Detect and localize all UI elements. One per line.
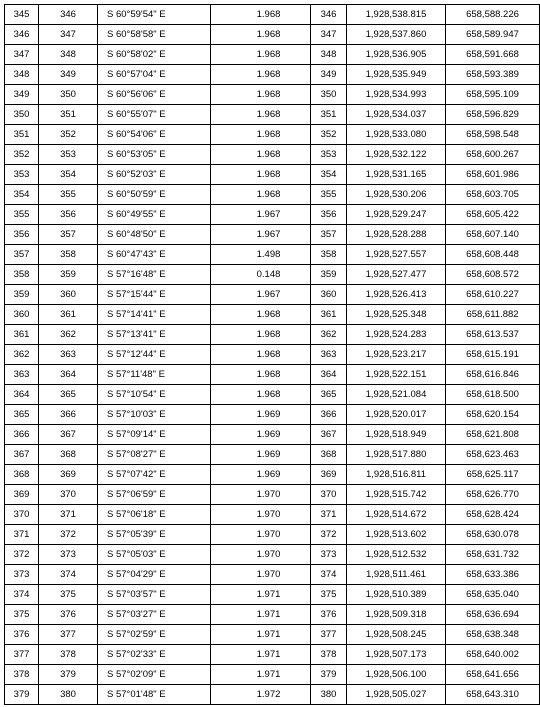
to-station-cell: 361: [39, 305, 98, 325]
bearing-cell: S 57°02'59" E: [98, 625, 211, 645]
easting-cell: 658,610.227: [446, 285, 540, 305]
table-row: [5, 505, 540, 525]
bearing-cell: S 57°08'27" E: [98, 445, 211, 465]
station-cell: 366: [311, 405, 347, 425]
from-station-cell: 346: [5, 25, 39, 45]
northing-cell: 1,928,532.122: [347, 145, 446, 165]
bearing-cell: S 57°10'54" E: [98, 385, 211, 405]
northing-cell: 1,928,511.461: [347, 565, 446, 585]
distance-cell: 1.968: [211, 65, 311, 85]
table-row: [5, 85, 540, 105]
table-row: [5, 245, 540, 265]
table-row: [5, 605, 540, 625]
to-station-cell: 367: [39, 425, 98, 445]
bearing-cell: S 60°48'50" E: [98, 225, 211, 245]
to-station-cell: 380: [39, 685, 98, 705]
distance-cell: 1.970: [211, 525, 311, 545]
distance-cell: 1.968: [211, 185, 311, 205]
station-cell: 347: [311, 25, 347, 45]
distance-cell: 1.968: [211, 25, 311, 45]
northing-cell: 1,928,526.413: [347, 285, 446, 305]
bearing-cell: S 57°14'41" E: [98, 305, 211, 325]
northing-cell: 1,928,518.949: [347, 425, 446, 445]
distance-cell: 1.969: [211, 465, 311, 485]
bearing-cell: S 57°06'18" E: [98, 505, 211, 525]
table-row: [5, 425, 540, 445]
northing-cell: 1,928,508.245: [347, 625, 446, 645]
northing-cell: 1,928,531.165: [347, 165, 446, 185]
survey-coordinates-table: [4, 4, 540, 705]
northing-cell: 1,928,533.080: [347, 125, 446, 145]
station-cell: 373: [311, 545, 347, 565]
easting-cell: 658,631.732: [446, 545, 540, 565]
easting-cell: 658,608.572: [446, 265, 540, 285]
table-row: [5, 205, 540, 225]
northing-cell: 1,928,538.815: [347, 5, 446, 25]
table-row: [5, 365, 540, 385]
station-cell: 365: [311, 385, 347, 405]
distance-cell: 1.968: [211, 165, 311, 185]
northing-cell: 1,928,507.173: [347, 645, 446, 665]
station-cell: 378: [311, 645, 347, 665]
distance-cell: 1.971: [211, 605, 311, 625]
from-station-cell: 348: [5, 65, 39, 85]
from-station-cell: 351: [5, 125, 39, 145]
easting-cell: 658,591.668: [446, 45, 540, 65]
easting-cell: 658,611.882: [446, 305, 540, 325]
from-station-cell: 362: [5, 345, 39, 365]
station-cell: 361: [311, 305, 347, 325]
bearing-cell: S 57°03'27" E: [98, 605, 211, 625]
to-station-cell: 365: [39, 385, 98, 405]
bearing-cell: S 60°56'06" E: [98, 85, 211, 105]
from-station-cell: 366: [5, 425, 39, 445]
to-station-cell: 366: [39, 405, 98, 425]
distance-cell: 0.148: [211, 265, 311, 285]
station-cell: 359: [311, 265, 347, 285]
station-cell: 358: [311, 245, 347, 265]
distance-cell: 1.969: [211, 405, 311, 425]
to-station-cell: 354: [39, 165, 98, 185]
northing-cell: 1,928,536.905: [347, 45, 446, 65]
bearing-cell: S 57°04'29" E: [98, 565, 211, 585]
from-station-cell: 367: [5, 445, 39, 465]
northing-cell: 1,928,527.557: [347, 245, 446, 265]
northing-cell: 1,928,513.602: [347, 525, 446, 545]
easting-cell: 658,600.267: [446, 145, 540, 165]
easting-cell: 658,589.947: [446, 25, 540, 45]
northing-cell: 1,928,523.217: [347, 345, 446, 365]
table-row: [5, 685, 540, 705]
to-station-cell: 356: [39, 205, 98, 225]
distance-cell: 1.968: [211, 345, 311, 365]
bearing-cell: S 57°05'39" E: [98, 525, 211, 545]
table-row: [5, 385, 540, 405]
easting-cell: 658,625.117: [446, 465, 540, 485]
table-row: [5, 125, 540, 145]
bearing-cell: S 60°58'02" E: [98, 45, 211, 65]
from-station-cell: 369: [5, 485, 39, 505]
station-cell: 377: [311, 625, 347, 645]
table-row: [5, 25, 540, 45]
to-station-cell: 353: [39, 145, 98, 165]
bearing-cell: S 57°11'48" E: [98, 365, 211, 385]
easting-cell: 658,635.040: [446, 585, 540, 605]
from-station-cell: 371: [5, 525, 39, 545]
easting-cell: 658,641.656: [446, 665, 540, 685]
to-station-cell: 373: [39, 545, 98, 565]
to-station-cell: 360: [39, 285, 98, 305]
from-station-cell: 379: [5, 685, 39, 705]
northing-cell: 1,928,517.880: [347, 445, 446, 465]
bearing-cell: S 57°05'03" E: [98, 545, 211, 565]
table-row: [5, 145, 540, 165]
easting-cell: 658,598.548: [446, 125, 540, 145]
station-cell: 362: [311, 325, 347, 345]
station-cell: 368: [311, 445, 347, 465]
station-cell: 356: [311, 205, 347, 225]
to-station-cell: 377: [39, 625, 98, 645]
easting-cell: 658,596.829: [446, 105, 540, 125]
from-station-cell: 350: [5, 105, 39, 125]
easting-cell: 658,588.226: [446, 5, 540, 25]
table-row: [5, 285, 540, 305]
to-station-cell: 375: [39, 585, 98, 605]
table-row: [5, 485, 540, 505]
from-station-cell: 345: [5, 5, 39, 25]
station-cell: 380: [311, 685, 347, 705]
distance-cell: 1.970: [211, 565, 311, 585]
bearing-cell: S 57°02'09" E: [98, 665, 211, 685]
distance-cell: 1.969: [211, 445, 311, 465]
from-station-cell: 356: [5, 225, 39, 245]
easting-cell: 658,628.424: [446, 505, 540, 525]
station-cell: 352: [311, 125, 347, 145]
distance-cell: 1.967: [211, 225, 311, 245]
to-station-cell: 349: [39, 65, 98, 85]
table-row: [5, 665, 540, 685]
easting-cell: 658,626.770: [446, 485, 540, 505]
easting-cell: 658,601.986: [446, 165, 540, 185]
bearing-cell: S 57°07'42" E: [98, 465, 211, 485]
bearing-cell: S 57°10'03" E: [98, 405, 211, 425]
easting-cell: 658,621.808: [446, 425, 540, 445]
easting-cell: 658,593.389: [446, 65, 540, 85]
easting-cell: 658,616.846: [446, 365, 540, 385]
northing-cell: 1,928,522.151: [347, 365, 446, 385]
to-station-cell: 368: [39, 445, 98, 465]
to-station-cell: 359: [39, 265, 98, 285]
bearing-cell: S 60°54'06" E: [98, 125, 211, 145]
to-station-cell: 376: [39, 605, 98, 625]
bearing-cell: S 57°02'33" E: [98, 645, 211, 665]
table-row: [5, 305, 540, 325]
table-row: [5, 585, 540, 605]
from-station-cell: 355: [5, 205, 39, 225]
northing-cell: 1,928,515.742: [347, 485, 446, 505]
easting-cell: 658,613.537: [446, 325, 540, 345]
northing-cell: 1,928,514.672: [347, 505, 446, 525]
to-station-cell: 358: [39, 245, 98, 265]
bearing-cell: S 57°03'57" E: [98, 585, 211, 605]
from-station-cell: 357: [5, 245, 39, 265]
table-row: [5, 565, 540, 585]
northing-cell: 1,928,524.283: [347, 325, 446, 345]
bearing-cell: S 57°06'59" E: [98, 485, 211, 505]
distance-cell: 1.967: [211, 205, 311, 225]
from-station-cell: 360: [5, 305, 39, 325]
northing-cell: 1,928,530.206: [347, 185, 446, 205]
from-station-cell: 359: [5, 285, 39, 305]
distance-cell: 1.971: [211, 645, 311, 665]
northing-cell: 1,928,529.247: [347, 205, 446, 225]
from-station-cell: 349: [5, 85, 39, 105]
to-station-cell: 355: [39, 185, 98, 205]
northing-cell: 1,928,520.017: [347, 405, 446, 425]
bearing-cell: S 57°01'48" E: [98, 685, 211, 705]
distance-cell: 1.968: [211, 125, 311, 145]
table-row: [5, 625, 540, 645]
easting-cell: 658,643.310: [446, 685, 540, 705]
easting-cell: 658,638.348: [446, 625, 540, 645]
station-cell: 346: [311, 5, 347, 25]
bearing-cell: S 60°50'59" E: [98, 185, 211, 205]
northing-cell: 1,928,516.811: [347, 465, 446, 485]
station-cell: 350: [311, 85, 347, 105]
station-cell: 349: [311, 65, 347, 85]
from-station-cell: 368: [5, 465, 39, 485]
from-station-cell: 377: [5, 645, 39, 665]
station-cell: 351: [311, 105, 347, 125]
distance-cell: 1.968: [211, 385, 311, 405]
to-station-cell: 364: [39, 365, 98, 385]
table-row: [5, 265, 540, 285]
table-row: [5, 345, 540, 365]
to-station-cell: 362: [39, 325, 98, 345]
table-row: [5, 325, 540, 345]
to-station-cell: 351: [39, 105, 98, 125]
easting-cell: 658,630.078: [446, 525, 540, 545]
station-cell: 379: [311, 665, 347, 685]
to-station-cell: 369: [39, 465, 98, 485]
table-body: [5, 5, 540, 705]
table-row: [5, 545, 540, 565]
station-cell: 354: [311, 165, 347, 185]
table-row: [5, 185, 540, 205]
bearing-cell: S 60°49'55" E: [98, 205, 211, 225]
table-row: [5, 445, 540, 465]
northing-cell: 1,928,534.037: [347, 105, 446, 125]
easting-cell: 658,636.694: [446, 605, 540, 625]
distance-cell: 1.971: [211, 625, 311, 645]
station-cell: 360: [311, 285, 347, 305]
from-station-cell: 365: [5, 405, 39, 425]
bearing-cell: S 57°12'44" E: [98, 345, 211, 365]
station-cell: 364: [311, 365, 347, 385]
to-station-cell: 372: [39, 525, 98, 545]
from-station-cell: 354: [5, 185, 39, 205]
distance-cell: 1.970: [211, 545, 311, 565]
distance-cell: 1.970: [211, 505, 311, 525]
easting-cell: 658,595.109: [446, 85, 540, 105]
station-cell: 372: [311, 525, 347, 545]
from-station-cell: 363: [5, 365, 39, 385]
from-station-cell: 353: [5, 165, 39, 185]
easting-cell: 658,615.191: [446, 345, 540, 365]
station-cell: 374: [311, 565, 347, 585]
station-cell: 371: [311, 505, 347, 525]
bearing-cell: S 57°09'14" E: [98, 425, 211, 445]
to-station-cell: 363: [39, 345, 98, 365]
station-cell: 370: [311, 485, 347, 505]
table-row: [5, 65, 540, 85]
northing-cell: 1,928,534.993: [347, 85, 446, 105]
distance-cell: 1.968: [211, 325, 311, 345]
distance-cell: 1.967: [211, 285, 311, 305]
distance-cell: 1.971: [211, 585, 311, 605]
northing-cell: 1,928,512.532: [347, 545, 446, 565]
distance-cell: 1.968: [211, 145, 311, 165]
bearing-cell: S 57°13'41" E: [98, 325, 211, 345]
distance-cell: 1.972: [211, 685, 311, 705]
station-cell: 369: [311, 465, 347, 485]
to-station-cell: 371: [39, 505, 98, 525]
to-station-cell: 379: [39, 665, 98, 685]
easting-cell: 658,633.386: [446, 565, 540, 585]
from-station-cell: 376: [5, 625, 39, 645]
to-station-cell: 374: [39, 565, 98, 585]
bearing-cell: S 60°57'04" E: [98, 65, 211, 85]
to-station-cell: 348: [39, 45, 98, 65]
northing-cell: 1,928,537.860: [347, 25, 446, 45]
bearing-cell: S 60°55'07" E: [98, 105, 211, 125]
station-cell: 363: [311, 345, 347, 365]
from-station-cell: 374: [5, 585, 39, 605]
from-station-cell: 370: [5, 505, 39, 525]
bearing-cell: S 60°58'58" E: [98, 25, 211, 45]
table-row: [5, 45, 540, 65]
from-station-cell: 347: [5, 45, 39, 65]
station-cell: 353: [311, 145, 347, 165]
from-station-cell: 375: [5, 605, 39, 625]
easting-cell: 658,603.705: [446, 185, 540, 205]
distance-cell: 1.968: [211, 5, 311, 25]
bearing-cell: S 57°15'44" E: [98, 285, 211, 305]
bearing-cell: S 60°53'05" E: [98, 145, 211, 165]
northing-cell: 1,928,505.027: [347, 685, 446, 705]
distance-cell: 1.968: [211, 45, 311, 65]
easting-cell: 658,640.002: [446, 645, 540, 665]
station-cell: 367: [311, 425, 347, 445]
easting-cell: 658,623.463: [446, 445, 540, 465]
to-station-cell: 352: [39, 125, 98, 145]
bearing-cell: S 60°52'03" E: [98, 165, 211, 185]
distance-cell: 1.969: [211, 425, 311, 445]
to-station-cell: 346: [39, 5, 98, 25]
bearing-cell: S 60°59'54" E: [98, 5, 211, 25]
northing-cell: 1,928,506.100: [347, 665, 446, 685]
northing-cell: 1,928,527.477: [347, 265, 446, 285]
station-cell: 376: [311, 605, 347, 625]
to-station-cell: 357: [39, 225, 98, 245]
from-station-cell: 372: [5, 545, 39, 565]
from-station-cell: 364: [5, 385, 39, 405]
easting-cell: 658,605.422: [446, 205, 540, 225]
to-station-cell: 378: [39, 645, 98, 665]
table-row: [5, 525, 540, 545]
station-cell: 348: [311, 45, 347, 65]
northing-cell: 1,928,510.389: [347, 585, 446, 605]
northing-cell: 1,928,525.348: [347, 305, 446, 325]
to-station-cell: 347: [39, 25, 98, 45]
easting-cell: 658,618.500: [446, 385, 540, 405]
station-cell: 375: [311, 585, 347, 605]
table-row: [5, 225, 540, 245]
to-station-cell: 370: [39, 485, 98, 505]
table-row: [5, 465, 540, 485]
distance-cell: 1.968: [211, 85, 311, 105]
distance-cell: 1.968: [211, 305, 311, 325]
easting-cell: 658,608.448: [446, 245, 540, 265]
from-station-cell: 378: [5, 665, 39, 685]
distance-cell: 1.498: [211, 245, 311, 265]
bearing-cell: S 60°47'43" E: [98, 245, 211, 265]
easting-cell: 658,620.154: [446, 405, 540, 425]
northing-cell: 1,928,521.084: [347, 385, 446, 405]
northing-cell: 1,928,535.949: [347, 65, 446, 85]
from-station-cell: 352: [5, 145, 39, 165]
station-cell: 357: [311, 225, 347, 245]
from-station-cell: 361: [5, 325, 39, 345]
northing-cell: 1,928,509.318: [347, 605, 446, 625]
distance-cell: 1.968: [211, 105, 311, 125]
from-station-cell: 358: [5, 265, 39, 285]
northing-cell: 1,928,528.288: [347, 225, 446, 245]
table-row: [5, 5, 540, 25]
bearing-cell: S 57°16'48" E: [98, 265, 211, 285]
table-row: [5, 645, 540, 665]
easting-cell: 658,607.140: [446, 225, 540, 245]
table-row: [5, 105, 540, 125]
distance-cell: 1.970: [211, 485, 311, 505]
from-station-cell: 373: [5, 565, 39, 585]
table-row: [5, 405, 540, 425]
distance-cell: 1.968: [211, 365, 311, 385]
distance-cell: 1.971: [211, 665, 311, 685]
table-row: [5, 165, 540, 185]
station-cell: 355: [311, 185, 347, 205]
to-station-cell: 350: [39, 85, 98, 105]
